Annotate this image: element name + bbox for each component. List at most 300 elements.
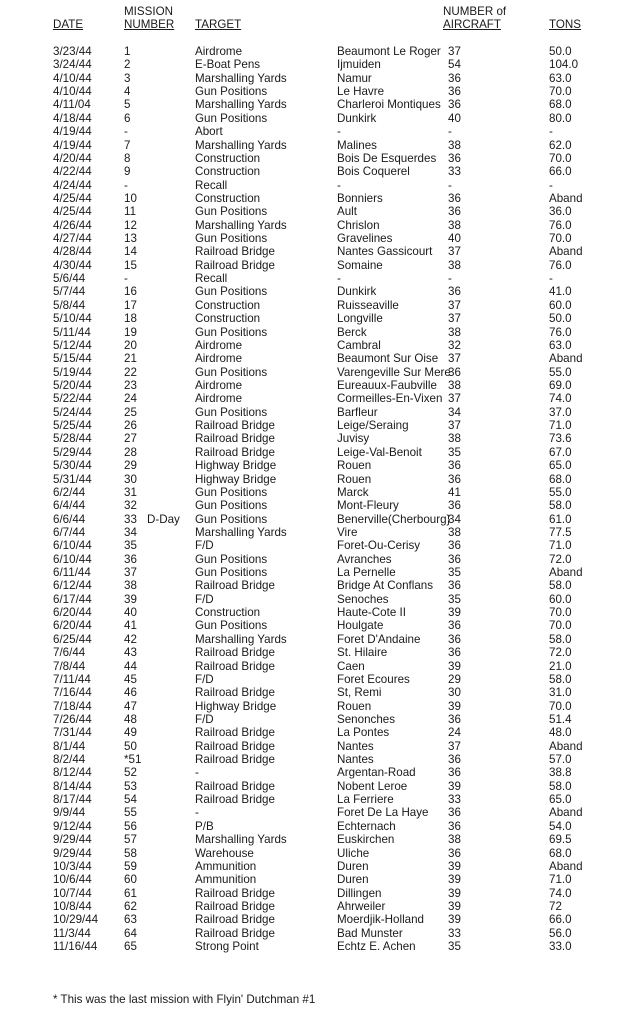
- mission-number-cell: 45: [124, 672, 137, 686]
- aircraft-count-cell: 38: [448, 138, 461, 152]
- mission-number-cell: 23: [124, 378, 137, 392]
- target-type-cell: Marshalling Yards: [195, 98, 287, 112]
- date-cell: 7/11/44: [53, 672, 91, 686]
- mission-number-cell: 9: [124, 165, 131, 179]
- tons-cell: 76.0: [549, 218, 572, 232]
- table-row: [0, 833, 620, 846]
- aircraft-count-cell: 38: [448, 218, 461, 232]
- aircraft-count-cell: 37: [448, 245, 461, 259]
- date-cell: 5/12/44: [53, 338, 92, 352]
- target-type-cell: Marshalling Yards: [195, 632, 287, 646]
- date-cell: 6/10/44: [53, 552, 92, 566]
- table-row: [0, 780, 620, 793]
- table-row: [0, 272, 620, 285]
- header-mission-top: MISSION: [124, 5, 173, 18]
- table-row: [0, 45, 620, 58]
- tons-cell: Aband: [549, 245, 583, 259]
- table-row: [0, 245, 620, 258]
- date-cell: 4/28/44: [53, 245, 92, 259]
- target-location-cell: Echtz E. Achen: [337, 940, 416, 954]
- tons-cell: 58.0: [549, 579, 572, 593]
- mission-number-cell: -: [124, 178, 128, 192]
- date-cell: 4/10/44: [53, 71, 92, 85]
- mission-number-cell: 11: [124, 205, 137, 219]
- aircraft-count-cell: 36: [448, 151, 461, 165]
- target-type-cell: -: [195, 806, 199, 820]
- aircraft-count-cell: 36: [448, 365, 461, 379]
- aircraft-count-cell: 36: [448, 472, 461, 486]
- aircraft-count-cell: 36: [448, 85, 461, 99]
- table-row: [0, 593, 620, 606]
- mission-number-cell: 48: [124, 712, 137, 726]
- date-cell: 5/6/44: [53, 272, 86, 286]
- target-type-cell: F/D: [195, 712, 214, 726]
- tons-cell: 58.0: [549, 499, 572, 513]
- target-location-cell: Duren: [337, 873, 369, 887]
- date-cell: 11/16/44: [53, 940, 98, 954]
- mission-number-cell: 5: [124, 98, 131, 112]
- target-location-cell: Barfleur: [337, 405, 378, 419]
- aircraft-count-cell: 39: [448, 859, 461, 873]
- aircraft-count-cell: 30: [448, 686, 461, 700]
- tons-cell: 68.0: [549, 98, 572, 112]
- tons-cell: 70.0: [549, 619, 572, 633]
- table-row: [0, 873, 620, 886]
- table-row: [0, 499, 620, 512]
- tons-cell: Aband: [549, 191, 583, 205]
- date-cell: 9/9/44: [53, 806, 86, 820]
- tons-cell: Aband: [549, 739, 583, 753]
- date-cell: 4/19/44: [53, 125, 92, 139]
- tons-cell: 36.0: [549, 205, 572, 219]
- aircraft-count-cell: 36: [448, 552, 461, 566]
- tons-cell: 70.0: [549, 151, 572, 165]
- tons-cell: 33.0: [549, 940, 572, 954]
- aircraft-count-cell: -: [448, 272, 452, 286]
- aircraft-count-cell: 35: [448, 445, 461, 459]
- header-target: TARGET: [195, 18, 242, 31]
- target-type-cell: Airdrome: [195, 45, 243, 58]
- aircraft-count-cell: 37: [448, 739, 461, 753]
- aircraft-count-cell: 32: [448, 338, 461, 352]
- target-type-cell: Marshalling Yards: [195, 138, 287, 152]
- aircraft-count-cell: 39: [448, 659, 461, 673]
- header-aircraft-top: NUMBER of: [443, 5, 507, 18]
- target-location-cell: Euskirchen: [337, 833, 395, 847]
- target-location-cell: Bridge At Conflans: [337, 579, 434, 593]
- tons-cell: 58.0: [549, 779, 572, 793]
- target-location-cell: Malines: [337, 138, 377, 152]
- target-location-cell: -: [337, 125, 341, 139]
- tons-cell: 71.0: [549, 539, 572, 553]
- target-location-cell: Uliche: [337, 846, 370, 860]
- mission-number-cell: 21: [124, 352, 137, 366]
- target-location-cell: Cormeilles-En-Vixen: [337, 392, 443, 406]
- mission-number-cell: 24: [124, 392, 137, 406]
- target-location-cell: Nobent Leroe: [337, 779, 408, 793]
- mission-number-cell: 37: [124, 566, 137, 580]
- mission-note-cell: D-Day: [147, 512, 180, 526]
- target-location-cell: Dunkirk: [337, 285, 377, 299]
- date-cell: 5/15/44: [53, 352, 92, 366]
- aircraft-count-cell: 39: [448, 779, 461, 793]
- mission-number-cell: 59: [124, 859, 137, 873]
- target-type-cell: Railroad Bridge: [195, 445, 275, 459]
- target-type-cell: Gun Positions: [195, 566, 268, 580]
- date-cell: 7/8/44: [53, 659, 86, 673]
- tons-cell: 65.0: [549, 459, 572, 473]
- table-row: [0, 740, 620, 753]
- tons-cell: 67.0: [549, 445, 572, 459]
- target-type-cell: Railroad Bridge: [195, 753, 275, 767]
- date-cell: 4/20/44: [53, 151, 92, 165]
- tons-cell: -: [549, 178, 553, 192]
- table-row: [0, 539, 620, 552]
- mission-number-cell: 42: [124, 632, 137, 646]
- target-location-cell: Rouen: [337, 472, 372, 486]
- target-type-cell: Railroad Bridge: [195, 245, 275, 259]
- aircraft-count-cell: 38: [448, 833, 461, 847]
- table-row: [0, 927, 620, 940]
- tons-cell: 73.6: [549, 432, 572, 446]
- target-location-cell: St, Remi: [337, 686, 382, 700]
- target-type-cell: Railroad Bridge: [195, 659, 275, 673]
- aircraft-count-cell: 24: [448, 726, 461, 740]
- table-row: [0, 940, 620, 953]
- aircraft-count-cell: 36: [448, 71, 461, 85]
- target-location-cell: Bonniers: [337, 191, 383, 205]
- mission-number-cell: 40: [124, 606, 137, 620]
- mission-number-cell: 47: [124, 699, 137, 713]
- target-type-cell: Abort: [195, 125, 223, 139]
- target-type-cell: Railroad Bridge: [195, 686, 275, 700]
- target-type-cell: Marshalling Yards: [195, 218, 287, 232]
- date-cell: 10/7/44: [53, 886, 92, 900]
- table-row: [0, 125, 620, 138]
- target-type-cell: Recall: [195, 178, 228, 192]
- table-row: [0, 820, 620, 833]
- table-row: [0, 392, 620, 405]
- tons-cell: 55.0: [549, 485, 572, 499]
- target-location-cell: Foret D'Andaine: [337, 632, 421, 646]
- mission-number-cell: 17: [124, 298, 137, 312]
- target-type-cell: E-Boat Pens: [195, 58, 261, 72]
- table-row: [0, 766, 620, 779]
- target-location-cell: Rouen: [337, 459, 372, 473]
- target-location-cell: Houlgate: [337, 619, 384, 633]
- target-type-cell: -: [195, 766, 199, 780]
- tons-cell: 69.0: [549, 378, 572, 392]
- aircraft-count-cell: 36: [448, 712, 461, 726]
- target-type-cell: Construction: [195, 298, 261, 312]
- tons-cell: 41.0: [549, 285, 572, 299]
- target-type-cell: Airdrome: [195, 378, 243, 392]
- target-type-cell: Marshalling Yards: [195, 833, 287, 847]
- mission-number-cell: 56: [124, 819, 137, 833]
- date-cell: 9/12/44: [53, 819, 92, 833]
- date-cell: 4/25/44: [53, 205, 92, 219]
- table-row: [0, 606, 620, 619]
- target-type-cell: Highway Bridge: [195, 472, 277, 486]
- target-location-cell: Senoches: [337, 592, 389, 606]
- tons-cell: 104.0: [549, 58, 579, 72]
- tons-cell: 60.0: [549, 298, 572, 312]
- aircraft-count-cell: 36: [448, 205, 461, 219]
- tons-cell: 58.0: [549, 632, 572, 646]
- mission-number-cell: 32: [124, 499, 137, 513]
- target-type-cell: Railroad Bridge: [195, 726, 275, 740]
- table-row: [0, 486, 620, 499]
- table-row: [0, 205, 620, 218]
- tons-cell: 72: [549, 900, 562, 913]
- mission-number-cell: 14: [124, 245, 137, 259]
- mission-number-cell: 34: [124, 525, 137, 539]
- target-location-cell: Beaumont Le Roger: [337, 45, 441, 58]
- target-location-cell: La Ferriere: [337, 793, 394, 807]
- mission-number-cell: 18: [124, 312, 137, 326]
- date-cell: 8/17/44: [53, 793, 92, 807]
- target-type-cell: Railroad Bridge: [195, 258, 275, 272]
- aircraft-count-cell: 36: [448, 459, 461, 473]
- table-row: [0, 139, 620, 152]
- target-location-cell: Nantes: [337, 753, 374, 767]
- table-row: [0, 366, 620, 379]
- tons-cell: -: [549, 272, 553, 286]
- target-location-cell: Cambral: [337, 338, 381, 352]
- target-type-cell: Construction: [195, 165, 261, 179]
- tons-cell: 72.0: [549, 646, 572, 660]
- table-row: [0, 446, 620, 459]
- target-location-cell: St. Hilaire: [337, 646, 388, 660]
- aircraft-count-cell: 35: [448, 592, 461, 606]
- mission-number-cell: 28: [124, 445, 137, 459]
- target-type-cell: F/D: [195, 539, 214, 553]
- tons-cell: Aband: [549, 806, 583, 820]
- date-cell: 4/18/44: [53, 111, 92, 125]
- mission-number-cell: 8: [124, 151, 131, 165]
- target-location-cell: La Pontes: [337, 726, 390, 740]
- mission-number-cell: 13: [124, 232, 137, 246]
- tons-cell: 50.0: [549, 45, 572, 58]
- mission-number-cell: 3: [124, 71, 131, 85]
- date-cell: 5/8/44: [53, 298, 86, 312]
- table-row: [0, 179, 620, 192]
- mission-number-cell: 63: [124, 913, 137, 927]
- aircraft-count-cell: 40: [448, 232, 461, 246]
- mission-number-cell: 49: [124, 726, 137, 740]
- table-row: [0, 232, 620, 245]
- aircraft-count-cell: 37: [448, 419, 461, 433]
- header-date: DATE: [53, 18, 84, 31]
- date-cell: 4/25/44: [53, 191, 92, 205]
- target-type-cell: P/B: [195, 819, 214, 833]
- mission-number-cell: 38: [124, 579, 137, 593]
- aircraft-count-cell: 36: [448, 619, 461, 633]
- target-type-cell: Railroad Bridge: [195, 900, 275, 913]
- aircraft-count-cell: 36: [448, 499, 461, 513]
- table-row: [0, 619, 620, 632]
- table-row: [0, 566, 620, 579]
- date-cell: 3/24/44: [53, 58, 92, 72]
- target-location-cell: Rouen: [337, 699, 372, 713]
- date-cell: 4/19/44: [53, 138, 92, 152]
- aircraft-count-cell: 36: [448, 632, 461, 646]
- target-location-cell: Bois Coquerel: [337, 165, 410, 179]
- target-type-cell: Strong Point: [195, 940, 259, 954]
- aircraft-count-cell: 54: [448, 58, 461, 72]
- mission-number-cell: 64: [124, 926, 137, 940]
- mission-number-cell: -: [124, 272, 128, 286]
- date-cell: 6/10/44: [53, 539, 92, 553]
- target-location-cell: Ruisseaville: [337, 298, 399, 312]
- mission-number-cell: 52: [124, 766, 137, 780]
- date-cell: 4/10/44: [53, 85, 92, 99]
- target-type-cell: Recall: [195, 272, 228, 286]
- tons-cell: 71.0: [549, 419, 572, 433]
- target-type-cell: Ammunition: [195, 873, 257, 887]
- target-location-cell: -: [337, 272, 341, 286]
- target-location-cell: Longville: [337, 312, 383, 326]
- target-location-cell: Vire: [337, 525, 358, 539]
- target-type-cell: Railroad Bridge: [195, 913, 275, 927]
- date-cell: 9/29/44: [53, 846, 92, 860]
- table-row: [0, 900, 620, 913]
- date-cell: 6/17/44: [53, 592, 92, 606]
- table-row: [0, 326, 620, 339]
- tons-cell: Aband: [549, 859, 583, 873]
- date-cell: 5/29/44: [53, 445, 92, 459]
- target-type-cell: Gun Positions: [195, 111, 268, 125]
- target-location-cell: Duren: [337, 859, 369, 873]
- table-row: [0, 72, 620, 85]
- target-location-cell: Varengeville Sur Mere: [337, 365, 451, 379]
- table-row: [0, 887, 620, 900]
- tons-cell: 54.0: [549, 819, 572, 833]
- target-location-cell: Haute-Cote II: [337, 606, 406, 620]
- tons-cell: 71.0: [549, 873, 572, 887]
- date-cell: 4/26/44: [53, 218, 92, 232]
- target-location-cell: Nantes: [337, 739, 374, 753]
- target-location-cell: Caen: [337, 659, 365, 673]
- tons-cell: 62.0: [549, 138, 572, 152]
- table-row: [0, 58, 620, 71]
- date-cell: 5/11/44: [53, 325, 91, 339]
- table-row: [0, 860, 620, 873]
- mission-number-cell: 1: [124, 45, 131, 58]
- target-type-cell: Railroad Bridge: [195, 793, 275, 807]
- target-type-cell: Gun Positions: [195, 552, 268, 566]
- aircraft-count-cell: 38: [448, 325, 461, 339]
- target-location-cell: Namur: [337, 71, 372, 85]
- target-location-cell: Bois De Esquerdes: [337, 151, 437, 165]
- table-row: [0, 406, 620, 419]
- date-cell: 6/7/44: [53, 525, 86, 539]
- target-location-cell: Leige/Seraing: [337, 419, 409, 433]
- date-cell: 10/29/44: [53, 913, 99, 927]
- aircraft-count-cell: 35: [448, 566, 461, 580]
- mission-number-cell: *51: [124, 753, 142, 767]
- tons-cell: 70.0: [549, 699, 572, 713]
- date-cell: 7/26/44: [53, 712, 92, 726]
- target-type-cell: Highway Bridge: [195, 459, 277, 473]
- aircraft-count-cell: 34: [448, 405, 461, 419]
- mission-number-cell: 55: [124, 806, 137, 820]
- table-row: [0, 660, 620, 673]
- target-location-cell: Avranches: [337, 552, 392, 566]
- missions-table: [0, 45, 620, 953]
- target-type-cell: Highway Bridge: [195, 699, 277, 713]
- target-type-cell: Airdrome: [195, 338, 243, 352]
- mission-number-cell: 19: [124, 325, 137, 339]
- mission-number-cell: 53: [124, 779, 137, 793]
- date-cell: 5/19/44: [53, 365, 92, 379]
- target-location-cell: Bad Munster: [337, 926, 403, 940]
- aircraft-count-cell: 37: [448, 312, 461, 326]
- table-row: [0, 806, 620, 819]
- table-row: [0, 847, 620, 860]
- aircraft-count-cell: -: [448, 178, 452, 192]
- mission-number-cell: 25: [124, 405, 137, 419]
- tons-cell: 70.0: [549, 606, 572, 620]
- date-cell: 5/7/44: [53, 285, 86, 299]
- target-type-cell: Gun Positions: [195, 512, 268, 526]
- header-aircraft: AIRCRAFT: [443, 18, 501, 31]
- tons-cell: 51.4: [549, 712, 572, 726]
- table-row: [0, 419, 620, 432]
- table-row: [0, 192, 620, 205]
- date-cell: 6/25/44: [53, 632, 92, 646]
- target-type-cell: Construction: [195, 312, 261, 326]
- target-type-cell: Gun Positions: [195, 499, 268, 513]
- mission-number-cell: 54: [124, 793, 137, 807]
- tons-cell: 74.0: [549, 392, 572, 406]
- target-location-cell: Senonches: [337, 712, 396, 726]
- target-location-cell: Eureauux-Faubville: [337, 378, 437, 392]
- tons-cell: 48.0: [549, 726, 572, 740]
- mission-number-cell: 43: [124, 646, 137, 660]
- aircraft-count-cell: 33: [448, 165, 461, 179]
- aircraft-count-cell: 36: [448, 753, 461, 767]
- aircraft-count-cell: 36: [448, 191, 461, 205]
- date-cell: 5/25/44: [53, 419, 92, 433]
- target-type-cell: Ammunition: [195, 859, 257, 873]
- target-location-cell: Somaine: [337, 258, 383, 272]
- mission-number-cell: 62: [124, 900, 137, 913]
- target-type-cell: Gun Positions: [195, 325, 268, 339]
- aircraft-count-cell: 37: [448, 352, 461, 366]
- mission-number-cell: 16: [124, 285, 137, 299]
- aircraft-count-cell: 39: [448, 699, 461, 713]
- mission-number-cell: 57: [124, 833, 137, 847]
- table-row: [0, 299, 620, 312]
- table-row: [0, 686, 620, 699]
- footnote: * This was the last mission with Flyin' Dutchman #1: [53, 993, 316, 1006]
- target-type-cell: Marshalling Yards: [195, 71, 287, 85]
- aircraft-count-cell: 39: [448, 873, 461, 887]
- date-cell: 5/31/44: [53, 472, 92, 486]
- target-location-cell: Foret-Ou-Cerisy: [337, 539, 421, 553]
- date-cell: 3/23/44: [53, 45, 92, 58]
- mission-number-cell: 2: [124, 58, 131, 72]
- tons-cell: 56.0: [549, 926, 572, 940]
- target-location-cell: Echternach: [337, 819, 396, 833]
- target-location-cell: Dunkirk: [337, 111, 377, 125]
- table-row: [0, 219, 620, 232]
- tons-cell: 31.0: [549, 686, 572, 700]
- aircraft-count-cell: 41: [448, 485, 461, 499]
- mission-number-cell: 61: [124, 886, 137, 900]
- target-location-cell: -: [337, 178, 341, 192]
